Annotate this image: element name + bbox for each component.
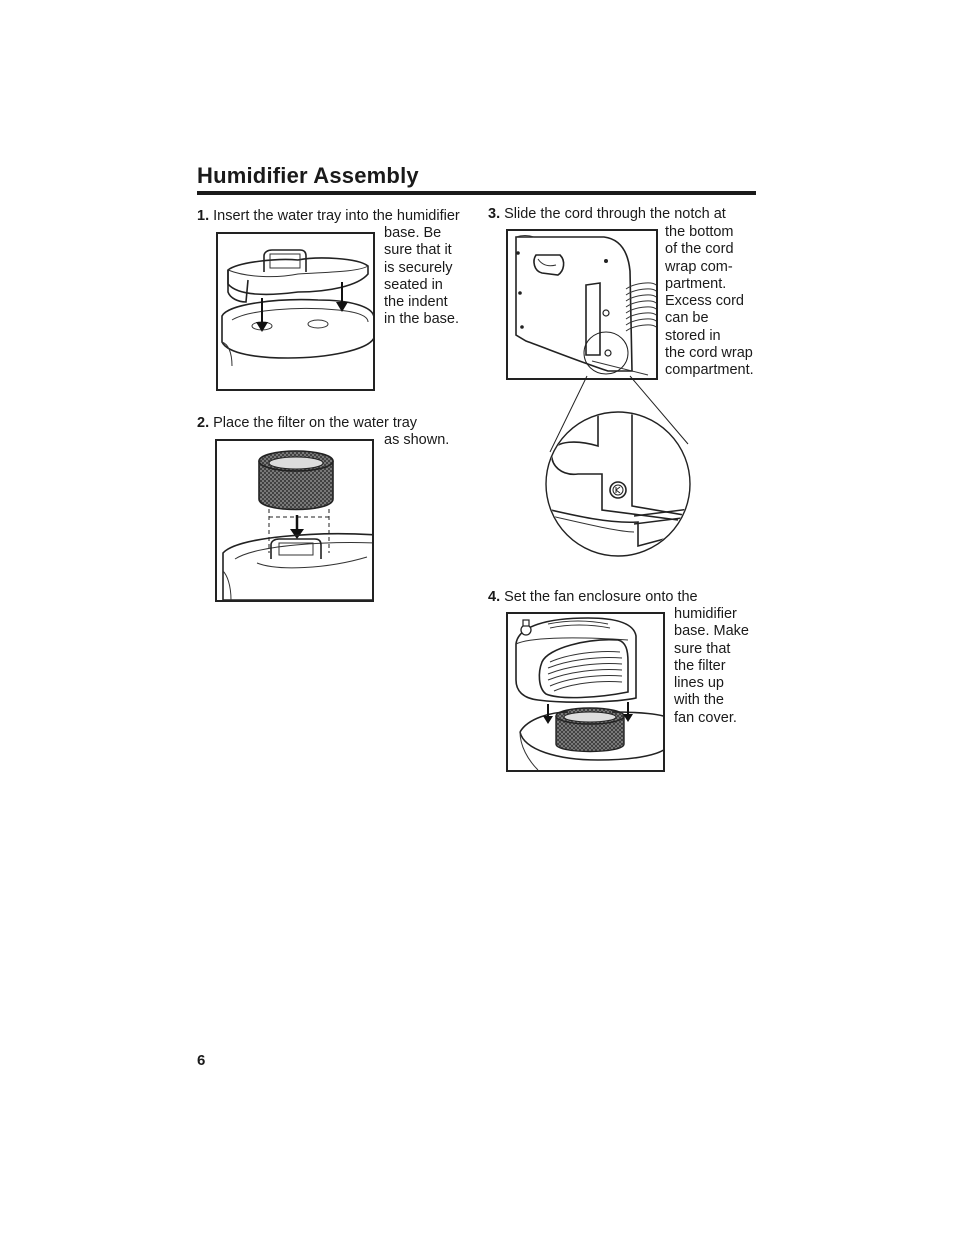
step-text: Set the fan enclosure onto the <box>504 589 698 605</box>
step-number: 4. <box>488 589 501 605</box>
step-text-line: the indent <box>384 294 448 311</box>
step-text-line: the cord wrap <box>665 345 753 362</box>
fan-enclosure-illustration <box>506 612 665 772</box>
step-text-line: compartment. <box>665 362 754 379</box>
step-text-line: sure that it <box>384 242 452 259</box>
step-text-line: base. Make <box>674 623 749 640</box>
title-rule <box>197 191 756 195</box>
step-2-wrap-text <box>384 432 449 449</box>
step-4-wrap-text <box>674 606 749 727</box>
step-text-line: humidifier <box>674 606 737 622</box>
step-text-line: the bottom <box>665 224 734 240</box>
step-text-line: fan cover. <box>674 709 737 726</box>
step-1-wrap-text <box>384 225 459 329</box>
step-text: Slide the cord through the notch at <box>504 206 726 222</box>
step-text-line: sure that <box>674 640 731 657</box>
cord-notch-illustration <box>506 229 658 380</box>
step-3-wrap-text <box>665 224 754 380</box>
step-2-first-line <box>197 415 417 432</box>
step-text-line: can be <box>665 310 709 327</box>
step-text-line: the filter <box>674 657 726 674</box>
filter-placement-illustration <box>215 439 374 602</box>
step-text-line: in the base. <box>384 311 459 328</box>
step-text-line: with the <box>674 692 724 709</box>
step-1-first-line <box>197 208 460 225</box>
step-text-line: seated in <box>384 276 443 293</box>
step-text-line: partment. <box>665 275 727 292</box>
page-title: Humidifier Assembly <box>197 163 419 188</box>
step-number: 2. <box>197 415 210 431</box>
step-4-first-line <box>488 589 698 606</box>
step-text-line: is securely <box>384 259 453 276</box>
step-3-first-line <box>488 206 726 223</box>
step-number: 3. <box>488 206 501 222</box>
step-text: Place the filter on the water tray <box>213 415 418 431</box>
step-text-line: base. Be <box>384 225 442 241</box>
step-number: 1. <box>197 208 210 224</box>
water-tray-insert-illustration <box>216 232 375 391</box>
step-text-line: of the cord <box>665 241 734 258</box>
step-text-line: wrap com- <box>665 258 733 275</box>
cord-notch-detail-illustration <box>538 360 698 560</box>
step-text-line: stored in <box>665 327 721 344</box>
step-text: Insert the water tray into the humidifier <box>213 208 460 224</box>
step-text-line: as shown. <box>384 432 450 448</box>
step-text-line: Excess cord <box>665 293 744 310</box>
step-text-line: lines up <box>674 675 724 692</box>
page-number: 6 <box>197 1052 206 1069</box>
